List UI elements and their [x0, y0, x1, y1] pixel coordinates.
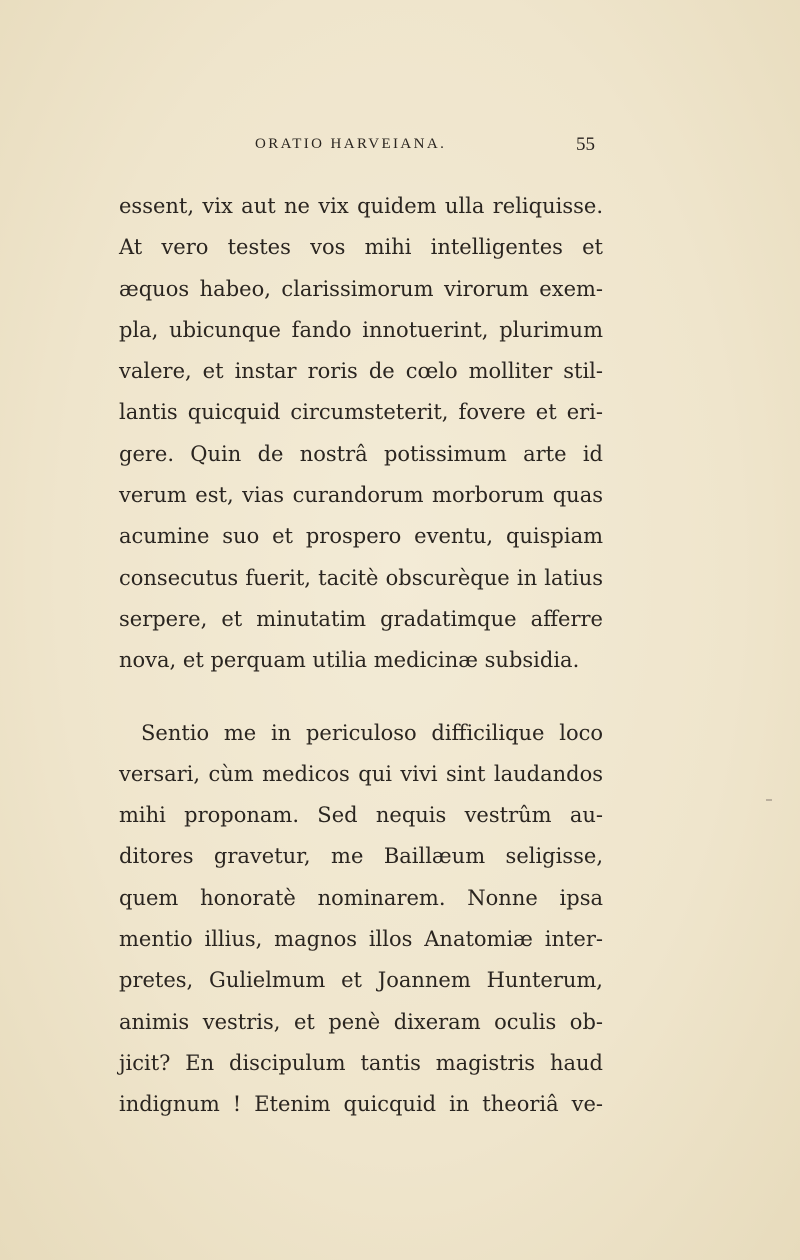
text-line: pla, ubicunque fando innotuerint, plurimum — [119, 317, 603, 342]
text-line: acumine suo et prospero eventu, quispiam — [119, 524, 603, 549]
running-head — [255, 136, 595, 160]
text-line: versari, cùm medicos qui vivi sint laudandos — [119, 761, 603, 786]
paragraph-gap — [119, 682, 603, 713]
text-line: Sentio me in periculoso difficilique loco — [141, 720, 603, 745]
text-line: indignum ! Etenim quicquid in theoriâ ve- — [119, 1092, 603, 1117]
page-number: 55 — [576, 134, 595, 155]
text-line: gere. Quin de nostrâ potissimum arte id — [119, 441, 603, 466]
text-line: essent, vix aut ne vix quidem ulla reliquisse. — [119, 194, 603, 218]
text-line: jicit? En discipulum tantis magistris haud — [119, 1050, 603, 1075]
paragraph-1 — [119, 186, 603, 682]
paragraph-2 — [119, 713, 603, 1126]
text-line: animis vestris, et penè dixeram oculis ob- — [119, 1009, 603, 1034]
text-line: æquos habeo, clarissimorum virorum exem- — [119, 276, 603, 301]
text-line: verum est, vias curandorum morborum quas — [119, 483, 603, 508]
text-line: nova, et perquam utilia medicinæ subsidia. — [119, 648, 580, 673]
running-head-title: ORATIO HARVEIANA. — [255, 136, 447, 152]
paper-speck — [766, 799, 772, 801]
text-line: consecutus fuerit, tacitè obscurèque in latius — [119, 565, 603, 590]
text-line: ditores gravetur, me Baillæum seligisse, — [119, 844, 603, 869]
text-line: lantis quicquid circumsteterit, fovere et eri- — [119, 400, 603, 425]
text-line: pretes, Gulielmum et Joannem Hunterum, — [119, 968, 603, 993]
text-line: valere, et instar roris de cœlo molliter stil- — [119, 359, 603, 384]
text-line: mihi proponam. Sed nequis vestrûm au- — [119, 803, 603, 828]
body-text — [119, 186, 603, 1126]
text-line: mentio illius, magnos illos Anatomiæ inter- — [119, 927, 603, 952]
text-line: serpere, et minutatim gradatimque afferre — [119, 606, 603, 631]
text-line: At vero testes vos mihi intelligentes et — [119, 235, 603, 260]
text-line: quem honoratè nominarem. Nonne ipsa — [119, 885, 603, 910]
